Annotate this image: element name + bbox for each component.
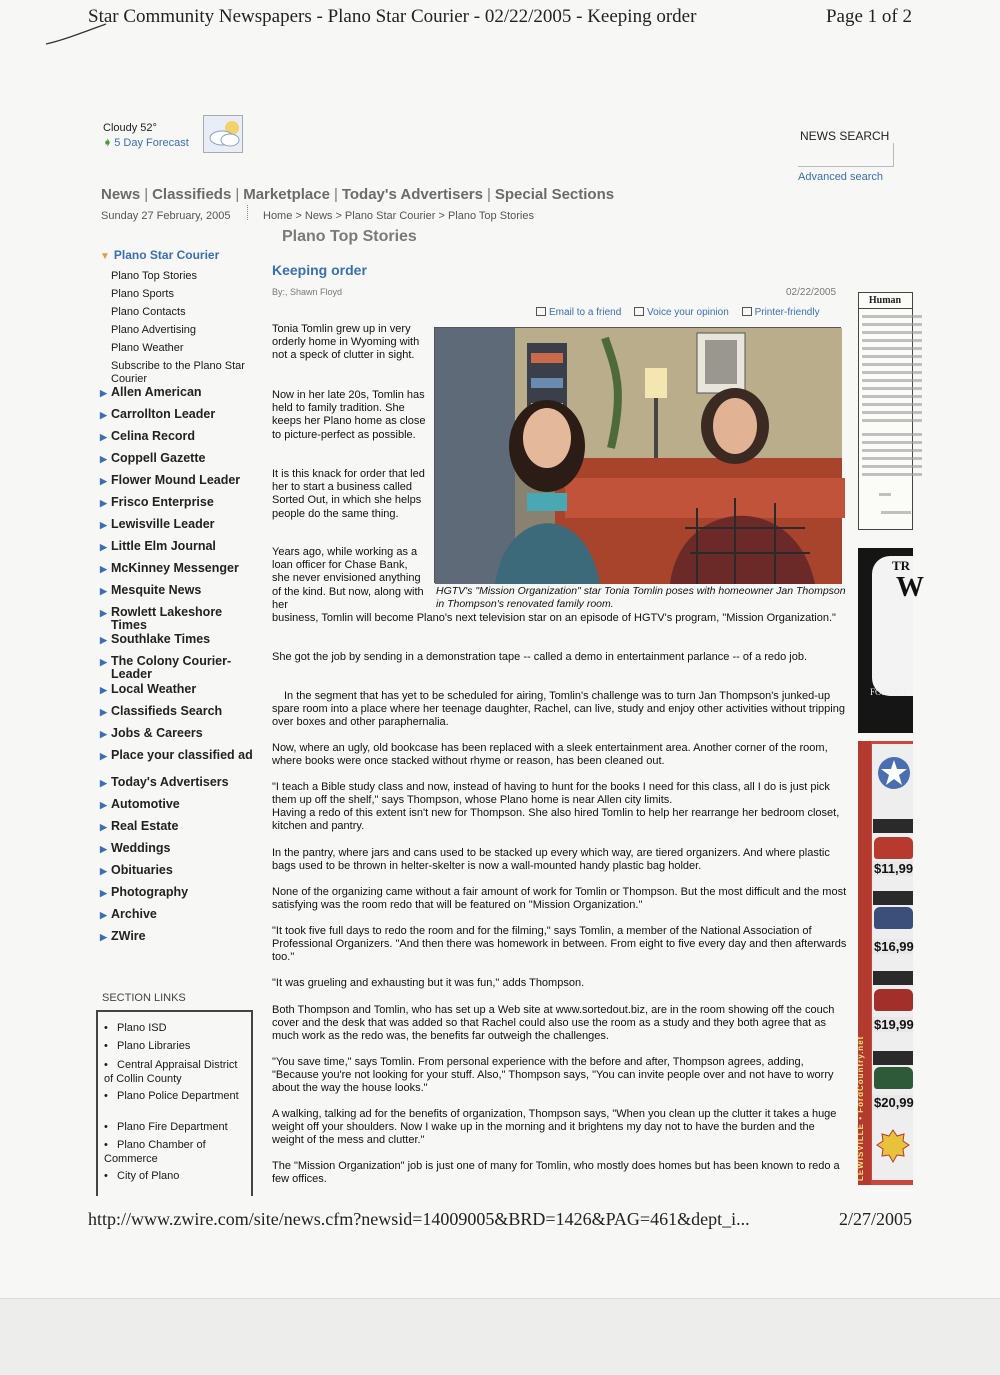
triangle-right-icon: ▶ [100, 586, 107, 596]
triangle-right-icon: ▶ [100, 498, 107, 508]
sidebar-item-label: Southlake Times [111, 632, 211, 646]
ad-banner-dark[interactable] [858, 548, 924, 733]
sidebar-item-southlake-times[interactable] [100, 633, 260, 646]
triangle-right-icon: ▶ [100, 729, 107, 739]
triangle-right-icon: ▶ [100, 608, 107, 618]
sidebar-item-obituaries[interactable] [100, 864, 260, 877]
section-link[interactable]: • Plano Police Department [104, 1090, 239, 1102]
triangle-right-icon: ▶ [100, 476, 107, 486]
article-tools [536, 307, 830, 318]
nav-todays-advertisers[interactable]: Today's Advertisers [341, 186, 483, 203]
sidebar-item-label: Automotive [111, 797, 180, 811]
envelope-icon [536, 307, 546, 316]
nav-special-sections[interactable]: Special Sections [494, 186, 615, 203]
section-link[interactable]: • Central Appraisal District of Collin County [104, 1059, 238, 1085]
sidebar-item-jobs-careers[interactable] [100, 727, 260, 740]
triangle-right-icon: ▶ [100, 844, 107, 854]
sidebar-item-place-classified-ad[interactable] [100, 749, 260, 762]
triangle-right-icon: ▶ [100, 388, 107, 398]
sidebar-item-rowlett-lakeshore-times[interactable] [100, 606, 260, 632]
section-title: Plano Top Stories [282, 228, 417, 245]
nav-separator: | [486, 186, 491, 203]
sidebar-item-label: Rowlett Lakeshore Times [111, 605, 223, 632]
sidebar-item-coppell-gazette[interactable] [100, 452, 260, 465]
article-paragraph: She got the job by sending in a demonstration tape -- called a demo in entertainment parlance -- of a redo job. [272, 651, 808, 663]
sidebar-item-classifieds-search[interactable] [100, 705, 260, 718]
ad-text-line [862, 323, 922, 326]
ad-text-line [862, 441, 922, 444]
ad-text-line [862, 449, 922, 452]
ad-text-line [862, 315, 922, 318]
news-search-label: NEWS SEARCH [800, 129, 890, 143]
car-icon [874, 907, 913, 929]
arrow-right-icon: ➧ [103, 137, 113, 149]
ad-text-line [862, 379, 922, 382]
tool-label: Voice your opinion [647, 307, 729, 318]
ad-ford-country[interactable] [858, 741, 913, 1185]
ad-human-resources[interactable] [858, 292, 913, 530]
article-paragraph: "I teach a Bible study class and now, instead of having to hunt for the books I need for this class, all I do is just pick them up off the shelf," says Thompson, whose Plano home is near Allen city limits. [272, 781, 830, 807]
ad-text-line [881, 511, 911, 514]
sidebar-header-label: Plano Star Courier [113, 248, 220, 262]
article-paragraph: Having a redo of this extent isn't new for Thompson. She also hired Tomlin to help her rearrange her bedroom closet, kitchen and pantry. [272, 807, 840, 833]
car-icon [874, 989, 913, 1011]
advanced-search-link[interactable]: Advanced search [798, 171, 883, 183]
ad-text-line [862, 387, 922, 390]
sidebar-item-label: Mesquite News [111, 583, 202, 597]
sidebar-header[interactable] [100, 248, 219, 262]
section-link[interactable]: • City of Plano [104, 1170, 180, 1182]
article-paragraph: Now, where an ugly, old bookcase has been replaced with a sleek entertainment area. Another corner of the room, where books were once stacked without rhyme or reason, has been cleaned out. [272, 742, 828, 768]
triangle-right-icon: ▶ [100, 888, 107, 898]
section-link[interactable]: • Plano Libraries [104, 1040, 191, 1052]
cloud-icon [203, 115, 243, 153]
section-link-label: Plano Chamber of Commerce [104, 1139, 206, 1165]
sidebar-item-the-colony-courier-leader[interactable] [100, 655, 260, 681]
sidebar-item-zwire[interactable] [100, 930, 260, 943]
ad-price: $11,99 [874, 861, 914, 876]
triangle-right-icon: ▶ [100, 707, 107, 717]
ad-text-line [862, 411, 922, 414]
sidebar-item-label: Archive [111, 907, 157, 921]
triangle-right-icon: ▶ [100, 432, 107, 442]
section-link[interactable]: • Plano ISD [104, 1022, 167, 1034]
ad-text-line [862, 433, 922, 436]
nav-separator: | [235, 186, 240, 203]
triangle-right-icon: ▶ [100, 657, 107, 667]
breadcrumb[interactable]: Home > News > Plano Star Courier > Plano Top Stories [263, 210, 534, 222]
triangle-right-icon: ▶ [100, 685, 107, 695]
ad-text: FOR DET [870, 687, 908, 697]
sidebar-sub-item[interactable]: Plano Top Stories [111, 270, 198, 282]
article-paragraph: Years ago, while working as a loan officer for Chase Bank, she never envisioned anything of the kind. But now, along with her [272, 546, 424, 611]
article-paragraph: "You save time," says Tomlin. From personal experience with the before and after, Thompson agrees, adding, "Because you're not looking for your stuff. Also," Thompson says, "You can invite people over and not have to worry about the way the house looks." [272, 1056, 834, 1095]
triangle-right-icon: ▶ [100, 520, 107, 530]
triangle-right-icon: ▶ [100, 564, 107, 574]
ad-text-line [862, 395, 922, 398]
article-paragraph: "It was grueling and exhausting but it was fun," adds Thompson. [272, 977, 585, 989]
ad-title: Human [868, 295, 902, 306]
scan-bottom-band [0, 1298, 1000, 1375]
triangle-right-icon: ▶ [100, 410, 107, 420]
ad-caption-block [873, 1051, 913, 1065]
ad-text-line [879, 493, 891, 496]
sidebar-item-label: Classifieds Search [111, 704, 223, 718]
section-link-label: Plano Police Department [117, 1090, 239, 1102]
ad-text-line [862, 403, 922, 406]
sidebar-item-lewisville-leader[interactable] [100, 518, 260, 531]
article-paragraph: Both Thompson and Tomlin, who has set up a Web site at www.sortedout.biz, are in the room showing off the couch cover and the desk that was added so that Rachel could also use the room as a study and they both agree that as much work as the redo was, the benefits far outweigh the challenges. [272, 1004, 835, 1043]
ad-side-text: LEWISVILLE • FordCountry.net [856, 1035, 865, 1181]
sidebar-item-label: Flower Mound Leader [111, 473, 241, 487]
pen-mark [44, 22, 108, 48]
sidebar-sub-item[interactable]: Subscribe to the Plano Star Courier [111, 360, 245, 385]
sidebar-item-label: The Colony Courier-Leader [111, 654, 232, 681]
article-date: 02/22/2005 [786, 287, 837, 298]
print-page-number: Page 1 of 2 [825, 6, 912, 27]
nav-marketplace[interactable]: Marketplace [243, 186, 330, 203]
article-paragraph: A walking, talking ad for the benefits of organization, Thompson says, "When you clean up the clutter it takes a huge weight off your shoulders. Now I wake up in the morning and it brightens my day not to have the burden and the weight of the mess and clutter." [272, 1108, 837, 1147]
ad-price: $19,99 [874, 1017, 914, 1032]
ad-text: W [896, 572, 924, 603]
triangle-right-icon: ▶ [100, 866, 107, 876]
voice-opinion-link[interactable] [634, 307, 729, 318]
ad-text-line [862, 355, 922, 358]
section-link[interactable]: • Plano Chamber of Commerce [104, 1139, 206, 1165]
ad-caption-block [873, 819, 913, 833]
top-nav [101, 186, 614, 203]
search-input[interactable] [798, 143, 894, 167]
section-links-title: SECTION LINKS [102, 992, 186, 1004]
ad-text-line [862, 339, 922, 342]
sidebar-item-mckinney-messenger[interactable] [100, 562, 260, 575]
printer-icon [742, 307, 752, 316]
print-footer-date: 2/27/2005 [838, 1209, 912, 1229]
ad-price: $20,99 [874, 1095, 914, 1110]
article-photo [434, 327, 841, 583]
triangle-down-icon: ▼ [100, 251, 110, 262]
sidebar-item-todays-advertisers[interactable] [100, 776, 260, 789]
ad-text-line [862, 347, 922, 350]
star-logo-icon [876, 755, 912, 791]
forecast-link-label: 5 Day Forecast [114, 137, 189, 149]
sidebar-item-label: Local Weather [111, 682, 197, 696]
print-footer-url: http://www.zwire.com/site/news.cfm?newsid=14009005&BRD=1426&PAG=461&dept_i... [88, 1209, 750, 1229]
document-icon [634, 307, 644, 316]
nav-news[interactable]: News [101, 186, 141, 203]
ad-text-line [862, 331, 922, 334]
sidebar-item-photography[interactable] [100, 886, 260, 899]
sidebar-item-label: Real Estate [111, 819, 179, 833]
ad-caption-block [873, 891, 913, 905]
sidebar-item-archive[interactable] [100, 908, 260, 921]
nav-separator: | [333, 186, 338, 203]
triangle-right-icon: ▶ [100, 800, 107, 810]
sidebar-item-label: Lewisville Leader [111, 517, 215, 531]
sidebar-item-real-estate[interactable] [100, 820, 260, 833]
article-paragraph: Now in her late 20s, Tomlin has held to family tradition. She keeps her Plano home as close to picture-perfect as possible. [272, 389, 426, 441]
article-byline: By:, Shawn Floyd [272, 287, 343, 297]
article-paragraph: It is this knack for order that led her to start a business called Sorted Out, in which she helps people do the same thing. [272, 468, 425, 520]
sidebar-sub-item[interactable]: Plano Weather [111, 342, 184, 354]
sidebar-item-mesquite-news[interactable] [100, 584, 260, 597]
email-friend-link[interactable] [536, 307, 621, 318]
sidebar-item-label: Carrollton Leader [111, 407, 216, 421]
ad-price: $16,99 [874, 939, 914, 954]
section-link-label: Plano ISD [117, 1022, 167, 1034]
sidebar-sub-item[interactable]: Plano Sports [111, 288, 174, 300]
nav-separator: | [144, 186, 149, 203]
sidebar-item-label: Obituaries [111, 863, 173, 877]
sidebar-item-label: Frisco Enterprise [111, 495, 214, 509]
ad-text-line [862, 419, 922, 422]
sidebar-item-label: Little Elm Journal [111, 539, 216, 553]
tool-label: Email to a friend [549, 307, 622, 318]
photo-caption: HGTV's "Mission Organization" star Tonia Tomlin poses with homeowner Jan Thompson in Thompson's renovated family room. [436, 585, 846, 610]
sidebar-item-celina-record[interactable] [100, 430, 260, 443]
article-paragraph: "It took five full days to redo the room and for the filming," says Tomlin, a member of the National Association of Professional Organizers. "And then there was homework in between. From eight to five every day and then afterwards too." [272, 925, 847, 964]
triangle-right-icon: ▶ [100, 542, 107, 552]
article-paragraph: The "Mission Organization" job is just one of many for Tomlin, who mostly does homes but has been known to redo a few offices. [272, 1160, 840, 1186]
nav-classifieds[interactable]: Classifieds [152, 186, 232, 203]
weather-condition: Cloudy 52° [103, 122, 157, 134]
tool-label: Printer-friendly [754, 307, 820, 318]
ad-panel [872, 744, 913, 1180]
sidebar-item-label: Jobs & Careers [111, 726, 203, 740]
section-link-label: Central Appraisal District of Collin County [104, 1059, 238, 1085]
car-icon [874, 1067, 913, 1089]
sidebar-item-label: Photography [111, 885, 189, 899]
ad-text-line [862, 465, 922, 468]
triangle-right-icon: ▶ [100, 635, 107, 645]
sidebar-item-label: Today's Advertisers [111, 775, 229, 789]
sidebar-item-carrollton-leader[interactable] [100, 408, 260, 421]
sidebar-item-automotive[interactable] [100, 798, 260, 811]
sidebar-item-flower-mound-leader[interactable] [100, 474, 260, 487]
article-paragraph: In the pantry, where jars and cans used to be stacked up every which way, are tiered organizers. And where plastic bags used to be thrown in helter-skelter is now a wall-mounted handy plastic bag holder. [272, 847, 830, 873]
article-paragraph: None of the organizing came without a fair amount of work for Tomlin or Thompson. But the most difficult and the most satisfying was the room redo that will be featured on "Mission Organization." [272, 886, 847, 912]
sidebar-item-label: Weddings [111, 841, 171, 855]
ad-text-line [862, 457, 922, 460]
car-icon [874, 837, 913, 859]
ad-text: TR [892, 558, 911, 573]
ad-text-line [862, 473, 922, 476]
article-paragraph: In the segment that has yet to be scheduled for airing, Tomlin's challenge was to turn Jan Thompson's junked-up spare room into a place where her teenage daughter, Rachel, can live, study and enjoy other activities without tripping over boxes and other paraphernalia. [272, 690, 845, 729]
divider [859, 308, 912, 309]
ad-caption-block [873, 971, 913, 985]
printer-friendly-link[interactable] [742, 307, 820, 318]
sidebar-item-label: Coppell Gazette [111, 451, 206, 465]
triangle-right-icon: ▶ [100, 751, 107, 761]
triangle-right-icon: ▶ [100, 454, 107, 464]
sidebar-sub-item[interactable]: Plano Advertising [111, 324, 196, 336]
print-header-title: Star Community Newspapers - Plano Star Courier - 02/22/2005 - Keeping order [88, 6, 697, 27]
triangle-right-icon: ▶ [100, 932, 107, 942]
ad-text-line [862, 363, 922, 366]
sidebar-item-weddings[interactable] [100, 842, 260, 855]
sidebar-item-label: Celina Record [111, 429, 196, 443]
sidebar-item-label: Place your classified ad [111, 748, 253, 762]
sidebar-sub-item[interactable]: Plano Contacts [111, 306, 186, 318]
sidebar-item-frisco-enterprise[interactable] [100, 496, 260, 509]
ad-text-line [862, 371, 922, 374]
sidebar-item-local-weather[interactable] [100, 683, 260, 696]
article-paragraph: Tonia Tomlin grew up in very orderly home in Wyoming with not a speck of clutter in sight. [272, 323, 420, 362]
section-link-label: City of Plano [117, 1170, 180, 1182]
article-paragraph: business, Tomlin will become Plano's next television star on an episode of HGTV's program, "Mission Organization." [272, 612, 836, 624]
sidebar-item-little-elm-journal[interactable] [100, 540, 260, 553]
triangle-right-icon: ▶ [100, 910, 107, 920]
sidebar-item-label: McKinney Messenger [111, 561, 239, 575]
section-link[interactable]: • Plano Fire Department [104, 1121, 228, 1133]
sidebar-item-allen-american[interactable] [100, 386, 260, 399]
triangle-right-icon: ▶ [100, 822, 107, 832]
date-line: Sunday 27 February, 2005 [101, 210, 231, 222]
forecast-link[interactable] [103, 136, 189, 149]
article-headline: Keeping order [272, 262, 367, 278]
badge-icon [876, 1129, 910, 1163]
sidebar-item-label: ZWire [111, 929, 146, 943]
section-link-label: Plano Libraries [117, 1040, 191, 1052]
triangle-right-icon: ▶ [100, 778, 107, 788]
divider [247, 205, 248, 220]
section-link-label: Plano Fire Department [117, 1121, 228, 1133]
sidebar-item-label: Allen American [111, 385, 202, 399]
